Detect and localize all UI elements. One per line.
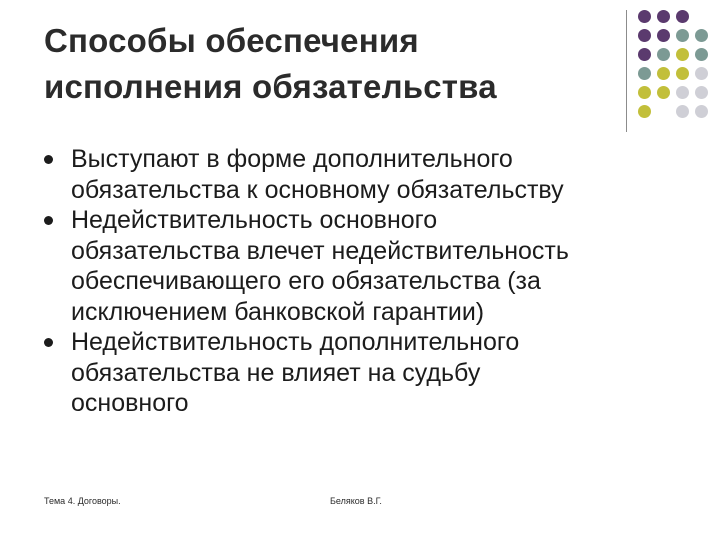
decorative-dot-grid — [638, 10, 720, 130]
bullet-item — [44, 205, 684, 327]
title-line-2: исполнения обязательства — [44, 68, 497, 105]
bullet-text — [71, 205, 684, 327]
slide-title — [44, 18, 604, 110]
bullet-text — [71, 327, 684, 419]
decorative-dot-icon — [695, 48, 708, 61]
bullet-text — [71, 144, 684, 205]
decorative-dot-icon — [695, 105, 708, 118]
bullet-dot-icon — [44, 216, 53, 225]
decorative-dot-icon — [638, 10, 651, 23]
bullet-line: обязательства влечет недействительность — [71, 236, 569, 265]
bullet-line: основного — [71, 389, 189, 417]
decorative-dot-icon — [657, 10, 670, 23]
decorative-dot-icon — [657, 48, 670, 61]
bullet-dot-icon — [44, 338, 53, 347]
decorative-dot-icon — [695, 86, 708, 99]
decorative-dot-icon — [638, 67, 651, 80]
decorative-divider-line — [626, 10, 627, 132]
decorative-dot-icon — [676, 86, 689, 99]
decorative-dot-icon — [695, 67, 708, 80]
decorative-dot-icon — [638, 29, 651, 42]
decorative-dot-icon — [676, 48, 689, 61]
bullet-line: Недействительность дополнительного — [71, 328, 520, 356]
decorative-dot-icon — [638, 105, 651, 118]
decorative-dot-icon — [676, 29, 689, 42]
footer-author: Беляков В.Г. — [330, 496, 382, 506]
decorative-dot-icon — [676, 67, 689, 80]
bullet-line: Выступают в форме дополнительного — [71, 145, 513, 173]
title-line-1: Способы обеспечения — [44, 22, 419, 59]
decorative-dot-icon — [638, 86, 651, 99]
bullet-dot-icon — [44, 155, 53, 164]
bullet-item — [44, 144, 684, 205]
bullet-item — [44, 327, 684, 419]
bullet-list — [44, 144, 684, 419]
footer-topic: Тема 4. Договоры. — [44, 496, 121, 506]
decorative-dot-icon — [657, 67, 670, 80]
bullet-line: обязательства не влияет на судьбу — [71, 358, 481, 387]
decorative-dot-icon — [695, 29, 708, 42]
decorative-dot-icon — [657, 86, 670, 99]
bullet-line: обязательства к основному обязательству — [71, 175, 564, 204]
decorative-dot-icon — [638, 48, 651, 61]
bullet-line: обеспечивающего его обязательства (за — [71, 267, 541, 295]
decorative-dot-icon — [676, 10, 689, 23]
bullet-line: исключением банковской гарантии) — [71, 297, 485, 326]
decorative-dot-icon — [657, 29, 670, 42]
bullet-line: Недействительность основного — [71, 206, 438, 234]
decorative-dot-icon — [676, 105, 689, 118]
